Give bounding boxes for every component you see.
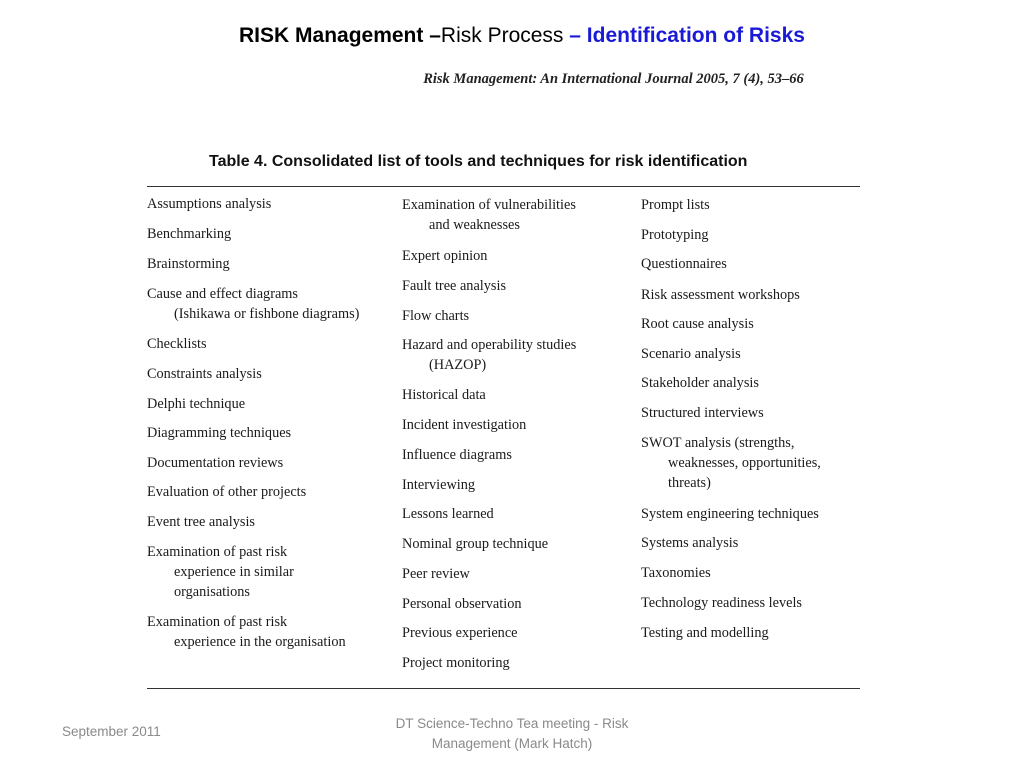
list-item: Lessons learned [402,506,494,522]
list-item: Risk assessment workshops [641,287,800,303]
list-item: Hazard and operability studies (HAZOP) [402,337,577,373]
list-item: Diagramming techniques [147,425,292,441]
list-item: System engineering techniques [641,506,819,522]
slide-title [0,24,1024,48]
footer-line-2: Management (Mark Hatch) [431,736,593,751]
list-item: Questionnaires [641,256,727,272]
list-item: Prototyping [641,227,709,243]
list-item: Personal observation [402,596,522,612]
list-item: Peer review [402,566,470,582]
list-item: Structured interviews [641,405,764,421]
list-item: Systems analysis [641,535,739,551]
table-caption: Table 4. Consolidated list of tools and techniques for risk identification [209,153,748,170]
list-item: Technology readiness levels [641,595,802,611]
list-item: Previous experience [402,625,518,641]
list-item: Root cause analysis [641,316,754,332]
list-item: Historical data [402,387,486,403]
title-identification-of-risks: – Identification of Risks [569,24,805,47]
list-item: Testing and modelling [641,625,769,641]
list-item: Examination of vulnerabilities and weaknesses [402,197,576,233]
table-bottom-rule [147,688,860,689]
footer-presentation-title [362,714,662,754]
list-item: SWOT analysis (strengths, weaknesses, opportunities, threats) [641,435,821,491]
footer-date: September 2011 [62,724,161,739]
list-item: Scenario analysis [641,346,741,362]
list-item: Fault tree analysis [402,278,507,294]
list-item: Project monitoring [402,655,510,671]
list-item: Delphi technique [147,396,246,412]
list-item: Benchmarking [147,226,232,242]
list-item: Flow charts [402,308,470,324]
list-item: Expert opinion [402,248,488,264]
list-item: Stakeholder analysis [641,375,759,391]
list-item: Prompt lists [641,197,710,213]
list-item: Documentation reviews [147,455,284,471]
list-item: Event tree analysis [147,514,255,530]
list-item: Taxonomies [641,565,711,581]
footer-line-1: DT Science-Techno Tea meeting - Risk [395,716,629,731]
journal-citation: Risk Management: An International Journal 2005, 7 (4), 53–66 [423,71,804,87]
list-item: Examination of past risk experience in the organisation [147,614,346,650]
list-item: Incident investigation [402,417,527,433]
list-item: Examination of past risk experience in similar organisations [147,544,294,600]
list-item: Assumptions analysis [147,196,272,212]
title-risk-management: RISK Management [239,24,430,47]
list-item: Evaluation of other projects [147,484,307,500]
title-dash: – [429,24,441,47]
title-risk-process: Risk Process [440,24,570,47]
table-top-rule [147,186,860,187]
list-item: Brainstorming [147,256,230,272]
list-item: Constraints analysis [147,366,262,382]
list-item: Nominal group technique [402,536,549,552]
list-item: Influence diagrams [402,447,512,463]
list-item: Interviewing [402,477,476,493]
list-item: Checklists [147,336,207,352]
list-item: Cause and effect diagrams (Ishikawa or fishbone diagrams) [147,286,360,322]
